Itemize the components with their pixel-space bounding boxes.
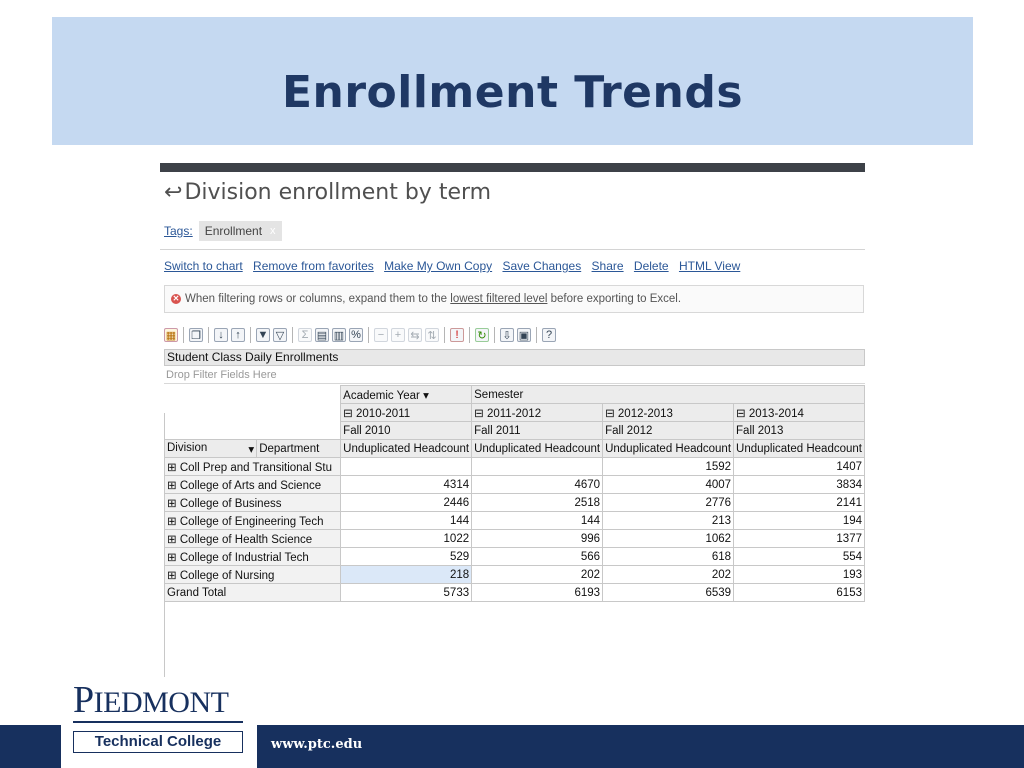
save-changes-link[interactable]: Save Changes xyxy=(502,259,582,273)
expand-icon[interactable]: + xyxy=(391,328,405,342)
value-cell[interactable]: 618 xyxy=(603,548,734,566)
total-cell[interactable]: 6193 xyxy=(472,584,603,602)
value-cell[interactable]: 4670 xyxy=(472,476,603,494)
website-url: www.ptc.edu xyxy=(271,737,363,752)
title-banner xyxy=(52,17,973,145)
value-cell[interactable]: 2518 xyxy=(472,494,603,512)
row-label[interactable]: ⊞ College of Arts and Science xyxy=(165,476,341,494)
export-notice xyxy=(164,285,864,313)
pivot-table xyxy=(164,385,865,602)
notice-text-after: before exporting to Excel. xyxy=(550,293,682,305)
value-cell[interactable]: 1062 xyxy=(603,530,734,548)
measure-header: Unduplicated Headcount xyxy=(734,440,865,458)
logo-rule xyxy=(73,721,243,723)
error-icon: ✕ xyxy=(172,294,180,303)
report-screenshot xyxy=(160,163,865,693)
slide-title: Enrollment Trends xyxy=(281,67,744,118)
value-cell[interactable] xyxy=(472,458,603,476)
measure-header: Unduplicated Headcount xyxy=(472,440,603,458)
college-logo xyxy=(61,677,257,768)
grand-total-row xyxy=(165,584,865,602)
value-cell[interactable]: 4314 xyxy=(341,476,472,494)
year-header[interactable]: ⊟ 2010-2011 xyxy=(341,404,472,422)
table-row xyxy=(165,458,865,476)
sum-icon[interactable]: Σ xyxy=(298,328,312,342)
action-links xyxy=(164,259,747,273)
table-row xyxy=(165,530,865,548)
value-cell[interactable]: 202 xyxy=(603,566,734,584)
html-view-link[interactable]: HTML View xyxy=(678,259,741,273)
toolbar-separator xyxy=(183,327,184,343)
swap-columns-icon[interactable]: ⇆ xyxy=(408,328,422,342)
percent-icon[interactable]: % xyxy=(349,328,363,342)
delete-link[interactable]: Delete xyxy=(633,259,669,273)
collapse-icon[interactable]: − xyxy=(374,328,388,342)
filter-drop-zone[interactable]: Drop Filter Fields Here xyxy=(164,367,865,384)
toolbar-separator xyxy=(469,327,470,343)
row-label[interactable]: ⊞ College of Nursing xyxy=(165,566,341,584)
tags-link[interactable]: Tags: xyxy=(164,224,193,238)
toolbar-separator xyxy=(536,327,537,343)
refresh-icon[interactable]: ↻ xyxy=(475,328,489,342)
division-field[interactable] xyxy=(165,440,257,458)
department-field[interactable]: Department xyxy=(257,440,341,458)
chart-icon[interactable]: ▥ xyxy=(333,329,345,342)
value-cell[interactable]: 144 xyxy=(472,512,603,530)
pivot-layout-icon[interactable]: ▦ xyxy=(165,329,177,342)
measure-header: Unduplicated Headcount xyxy=(341,440,472,458)
academic-year-field[interactable]: Academic Year ▾ xyxy=(341,386,472,404)
empty-corner xyxy=(165,386,341,404)
value-cell[interactable]: 3834 xyxy=(734,476,865,494)
make-my-own-copy-link[interactable]: Make My Own Copy xyxy=(384,259,493,273)
value-cell[interactable]: 1592 xyxy=(603,458,734,476)
total-cell[interactable]: 6539 xyxy=(603,584,734,602)
term-header: Fall 2013 xyxy=(734,422,865,440)
term-header: Fall 2012 xyxy=(603,422,734,440)
table-row xyxy=(165,548,865,566)
value-cell[interactable]: 4007 xyxy=(603,476,734,494)
toolbar-separator xyxy=(292,327,293,343)
logo-wordmark xyxy=(73,679,229,721)
empty-corner xyxy=(165,404,341,422)
row-label[interactable]: ⊞ Coll Prep and Transitional Stu xyxy=(165,458,341,476)
row-label[interactable]: ⊞ College of Health Science xyxy=(165,530,341,548)
toolbar-separator xyxy=(250,327,251,343)
value-cell[interactable]: 1022 xyxy=(341,530,472,548)
value-cell[interactable]: 144 xyxy=(341,512,472,530)
report-top-bar xyxy=(160,163,865,172)
notice-link[interactable]: lowest filtered level xyxy=(450,293,548,305)
row-label[interactable]: ⊞ College of Engineering Tech xyxy=(165,512,341,530)
toolbar-separator xyxy=(444,327,445,343)
measure-header-row xyxy=(165,440,865,458)
cube-name: Student Class Daily Enrollments xyxy=(164,349,865,366)
year-header-row xyxy=(165,404,865,422)
row-label[interactable]: ⊞ College of Industrial Tech xyxy=(165,548,341,566)
pivot-toolbar xyxy=(164,324,556,346)
total-cell[interactable]: 6153 xyxy=(734,584,865,602)
toolbar-separator xyxy=(494,327,495,343)
filter-icon[interactable]: ▼ xyxy=(257,329,269,341)
copy-icon[interactable]: ❐ xyxy=(189,328,203,342)
notice-text-before: When filtering rows or columns, expand them to the xyxy=(185,293,448,305)
value-cell[interactable]: 996 xyxy=(472,530,603,548)
division-field-label: Division xyxy=(167,441,208,454)
report-title xyxy=(164,180,491,205)
logo-subtitle: Technical College xyxy=(73,731,243,753)
table-row xyxy=(165,494,865,512)
tags-row xyxy=(164,220,282,242)
term-header: Fall 2011 xyxy=(472,422,603,440)
value-cell[interactable]: 554 xyxy=(734,548,865,566)
table-row xyxy=(165,476,865,494)
year-header[interactable]: ⊟ 2011-2012 xyxy=(472,404,603,422)
sort-descending-icon[interactable]: ↑ xyxy=(231,328,245,342)
switch-to-chart-link[interactable]: Switch to chart xyxy=(164,259,243,273)
row-label[interactable]: ⊞ College of Business xyxy=(165,494,341,512)
value-cell[interactable]: 1377 xyxy=(734,530,865,548)
tag-chip[interactable] xyxy=(199,221,282,241)
table-row xyxy=(165,512,865,530)
value-cell[interactable]: 2776 xyxy=(603,494,734,512)
tag-remove-icon[interactable]: x xyxy=(270,225,276,237)
value-cell[interactable]: 193 xyxy=(734,566,865,584)
filter-options-icon[interactable]: ▽ xyxy=(273,328,287,342)
value-cell[interactable] xyxy=(341,458,472,476)
alert-icon[interactable]: ! xyxy=(450,328,464,342)
value-cell[interactable]: 529 xyxy=(341,548,472,566)
swap-rows-icon[interactable]: ⇅ xyxy=(425,328,439,342)
year-header[interactable]: ⊟ 2013-2014 xyxy=(734,404,865,422)
value-cell[interactable]: 566 xyxy=(472,548,603,566)
back-arrow-icon[interactable]: ↩ xyxy=(164,180,183,205)
semester-field[interactable]: Semester xyxy=(472,386,865,404)
measure-header: Unduplicated Headcount xyxy=(603,440,734,458)
value-cell[interactable]: 202 xyxy=(472,566,603,584)
remove-from-favorites-link[interactable]: Remove from favorites xyxy=(253,259,374,273)
help-icon[interactable]: ? xyxy=(542,328,556,342)
value-cell[interactable]: 1407 xyxy=(734,458,865,476)
dropdown-arrow-icon[interactable]: ▾ xyxy=(248,443,255,456)
value-cell-selected[interactable]: 218 xyxy=(341,566,472,584)
report-title-text: Division enrollment by term xyxy=(184,180,492,205)
subtotal-icon[interactable]: ▤ xyxy=(316,329,328,342)
tag-chip-label: Enrollment xyxy=(204,224,263,238)
value-cell[interactable]: 213 xyxy=(603,512,734,530)
total-cell[interactable]: 5733 xyxy=(341,584,472,602)
table-row xyxy=(165,566,865,584)
export-icon[interactable]: ⇩ xyxy=(500,328,514,342)
share-link[interactable]: Share xyxy=(591,259,624,273)
term-header: Fall 2010 xyxy=(341,422,472,440)
toolbar-separator xyxy=(208,327,209,343)
sort-ascending-icon[interactable]: ↓ xyxy=(214,328,228,342)
column-fields-row xyxy=(165,386,865,404)
value-cell[interactable]: 2141 xyxy=(734,494,865,512)
grand-total-label: Grand Total xyxy=(165,584,341,602)
value-cell[interactable]: 2446 xyxy=(341,494,472,512)
print-icon[interactable]: ▣ xyxy=(518,329,530,342)
toolbar-separator xyxy=(368,327,369,343)
term-header-row xyxy=(165,422,865,440)
value-cell[interactable]: 194 xyxy=(734,512,865,530)
logo-initial: P xyxy=(73,679,94,721)
logo-name-rest: IEDMONT xyxy=(93,686,229,719)
year-header[interactable]: ⊟ 2012-2013 xyxy=(603,404,734,422)
empty-corner xyxy=(165,422,341,440)
divider xyxy=(160,249,865,250)
